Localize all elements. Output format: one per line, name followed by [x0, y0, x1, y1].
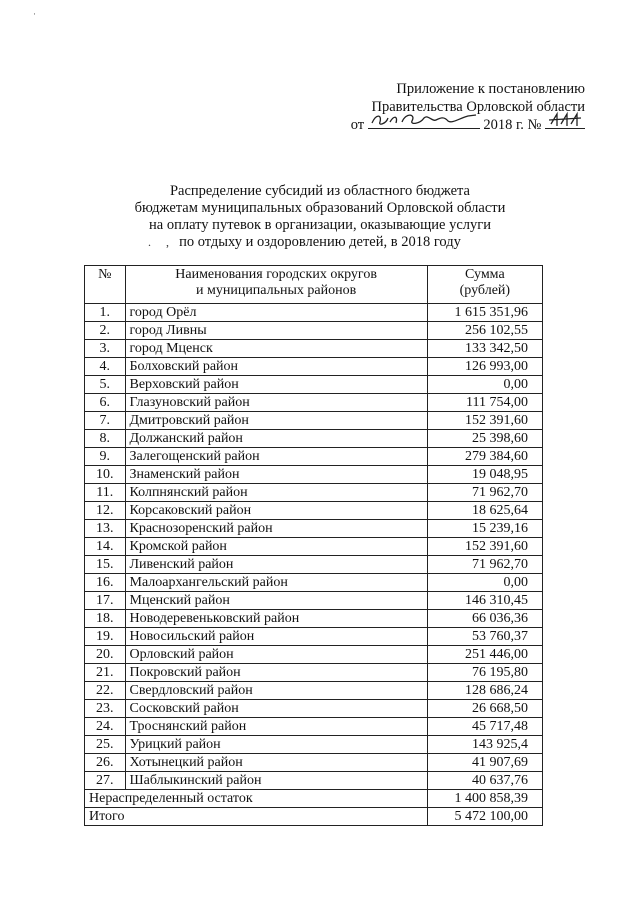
title-line-2: бюджетам муниципальных образований Орловской области [134, 200, 506, 216]
row-sum: 251 446,00 [427, 646, 542, 664]
table-row [85, 664, 543, 682]
row-num: 24. [85, 718, 126, 736]
remainder-sum: 1 400 858,39 [427, 790, 542, 808]
row-sum: 1 615 351,96 [427, 304, 542, 322]
row-name: Дмитровский район [125, 412, 427, 430]
row-name: Глазуновский район [125, 394, 427, 412]
header-sum [427, 266, 542, 304]
row-sum: 0,00 [427, 574, 542, 592]
row-sum: 40 637,76 [427, 772, 542, 790]
appendix-line-3 [300, 116, 585, 134]
row-sum: 256 102,55 [427, 322, 542, 340]
row-sum: 66 036,36 [427, 610, 542, 628]
row-num: 16. [85, 574, 126, 592]
row-num: 22. [85, 682, 126, 700]
handwritten-number [545, 116, 585, 134]
row-name: Болховский район [125, 358, 427, 376]
row-sum: 45 717,48 [427, 718, 542, 736]
row-name: Троснянский район [125, 718, 427, 736]
row-num: 18. [85, 610, 126, 628]
row-name: Мценский район [125, 592, 427, 610]
row-name: Кромской район [125, 538, 427, 556]
table-row [85, 718, 543, 736]
row-num: 3. [85, 340, 126, 358]
table-row [85, 700, 543, 718]
header-name-line-2: и муниципальных районов [195, 283, 357, 298]
table-row [85, 520, 543, 538]
date-prefix: от [350, 117, 365, 133]
table-body [85, 304, 543, 790]
remainder-label: Нераспределенный остаток [85, 790, 428, 808]
row-num: 4. [85, 358, 126, 376]
row-name: Верховский район [125, 376, 427, 394]
row-name: город Орёл [125, 304, 427, 322]
row-num: 1. [85, 304, 126, 322]
table-row [85, 736, 543, 754]
row-num: 20. [85, 646, 126, 664]
document-title [80, 183, 560, 251]
title-line-1: Распределение субсидий из областного бюджета [169, 183, 470, 199]
table-row [85, 592, 543, 610]
title-line-4: по отдыху и оздоровлению детей, в 2018 году [179, 234, 461, 250]
row-num: 17. [85, 592, 126, 610]
row-sum: 143 925,4 [427, 736, 542, 754]
row-num: 6. [85, 394, 126, 412]
row-sum: 26 668,50 [427, 700, 542, 718]
row-num: 9. [85, 448, 126, 466]
row-name: Знаменский район [125, 466, 427, 484]
row-name: Должанский район [125, 430, 427, 448]
header-name-line-1: Наименования городских округов [175, 267, 377, 282]
row-sum: 25 398,60 [427, 430, 542, 448]
row-name: Урицкий район [125, 736, 427, 754]
row-name: Орловский район [125, 646, 427, 664]
row-name: Колпнянский район [125, 484, 427, 502]
row-name: Новодеревеньковский район [125, 610, 427, 628]
table-row [85, 628, 543, 646]
table-row [85, 376, 543, 394]
row-sum: 152 391,60 [427, 412, 542, 430]
total-label: Итого [85, 808, 428, 826]
handwritten-number-signature [545, 110, 585, 130]
row-name: Хотынецкий район [125, 754, 427, 772]
remainder-row [85, 790, 543, 808]
scan-speck: · [33, 9, 36, 19]
row-name: Малоархангельский район [125, 574, 427, 592]
scan-marks: . , [148, 235, 175, 249]
table-row [85, 304, 543, 322]
header-num: № [85, 266, 126, 304]
row-sum: 152 391,60 [427, 538, 542, 556]
table-row [85, 682, 543, 700]
row-num: 5. [85, 376, 126, 394]
row-num: 26. [85, 754, 126, 772]
table-row [85, 574, 543, 592]
subsidy-distribution-table [84, 265, 543, 826]
header-name [125, 266, 427, 304]
row-sum: 71 962,70 [427, 556, 542, 574]
title-line-3: на оплату путевок в организации, оказывающие услуги [149, 217, 491, 233]
row-num: 23. [85, 700, 126, 718]
table-row [85, 538, 543, 556]
row-num: 10. [85, 466, 126, 484]
table-row [85, 394, 543, 412]
row-name: Покровский район [125, 664, 427, 682]
table-row [85, 484, 543, 502]
row-name: Ливенский район [125, 556, 427, 574]
row-sum: 128 686,24 [427, 682, 542, 700]
appendix-line-2: Правительства Орловской области [371, 99, 585, 115]
row-name: город Ливны [125, 322, 427, 340]
row-num: 12. [85, 502, 126, 520]
total-row [85, 808, 543, 826]
row-name: Корсаковский район [125, 502, 427, 520]
appendix-line-1: Приложение к постановлению [396, 81, 585, 97]
row-num: 15. [85, 556, 126, 574]
row-name: Краснозоренский район [125, 520, 427, 538]
table-row [85, 340, 543, 358]
table-row [85, 610, 543, 628]
header-sum-line-2: (рублей) [459, 283, 511, 298]
row-sum: 71 962,70 [427, 484, 542, 502]
row-num: 11. [85, 484, 126, 502]
row-name: Залегощенский район [125, 448, 427, 466]
table-row [85, 772, 543, 790]
row-num: 8. [85, 430, 126, 448]
row-num: 2. [85, 322, 126, 340]
row-sum: 133 342,50 [427, 340, 542, 358]
row-sum: 126 993,00 [427, 358, 542, 376]
table-row [85, 502, 543, 520]
handwritten-date-signature [368, 110, 480, 130]
row-num: 21. [85, 664, 126, 682]
row-name: Сосковский район [125, 700, 427, 718]
total-sum: 5 472 100,00 [427, 808, 542, 826]
row-num: 14. [85, 538, 126, 556]
row-num: 25. [85, 736, 126, 754]
appendix-header [300, 80, 585, 134]
table-row [85, 646, 543, 664]
row-num: 13. [85, 520, 126, 538]
row-sum: 53 760,37 [427, 628, 542, 646]
table-row [85, 754, 543, 772]
row-sum: 76 195,80 [427, 664, 542, 682]
table-row [85, 448, 543, 466]
row-sum: 41 907,69 [427, 754, 542, 772]
row-sum: 15 239,16 [427, 520, 542, 538]
table-row [85, 556, 543, 574]
row-sum: 146 310,45 [427, 592, 542, 610]
title-line-4-wrap [80, 234, 560, 251]
row-num: 27. [85, 772, 126, 790]
row-num: 19. [85, 628, 126, 646]
row-num: 7. [85, 412, 126, 430]
table-row [85, 430, 543, 448]
date-year: 2018 г. № [483, 117, 542, 133]
table-row [85, 322, 543, 340]
row-name: Новосильский район [125, 628, 427, 646]
row-sum: 0,00 [427, 376, 542, 394]
row-sum: 19 048,95 [427, 466, 542, 484]
table-row [85, 412, 543, 430]
row-sum: 279 384,60 [427, 448, 542, 466]
table-header-row [85, 266, 543, 304]
row-sum: 18 625,64 [427, 502, 542, 520]
header-sum-line-1: Сумма [465, 267, 505, 282]
handwritten-date [368, 116, 480, 134]
row-name: город Мценск [125, 340, 427, 358]
row-name: Шаблыкинский район [125, 772, 427, 790]
table-row [85, 358, 543, 376]
row-name: Свердловский район [125, 682, 427, 700]
row-sum: 111 754,00 [427, 394, 542, 412]
table-row [85, 466, 543, 484]
